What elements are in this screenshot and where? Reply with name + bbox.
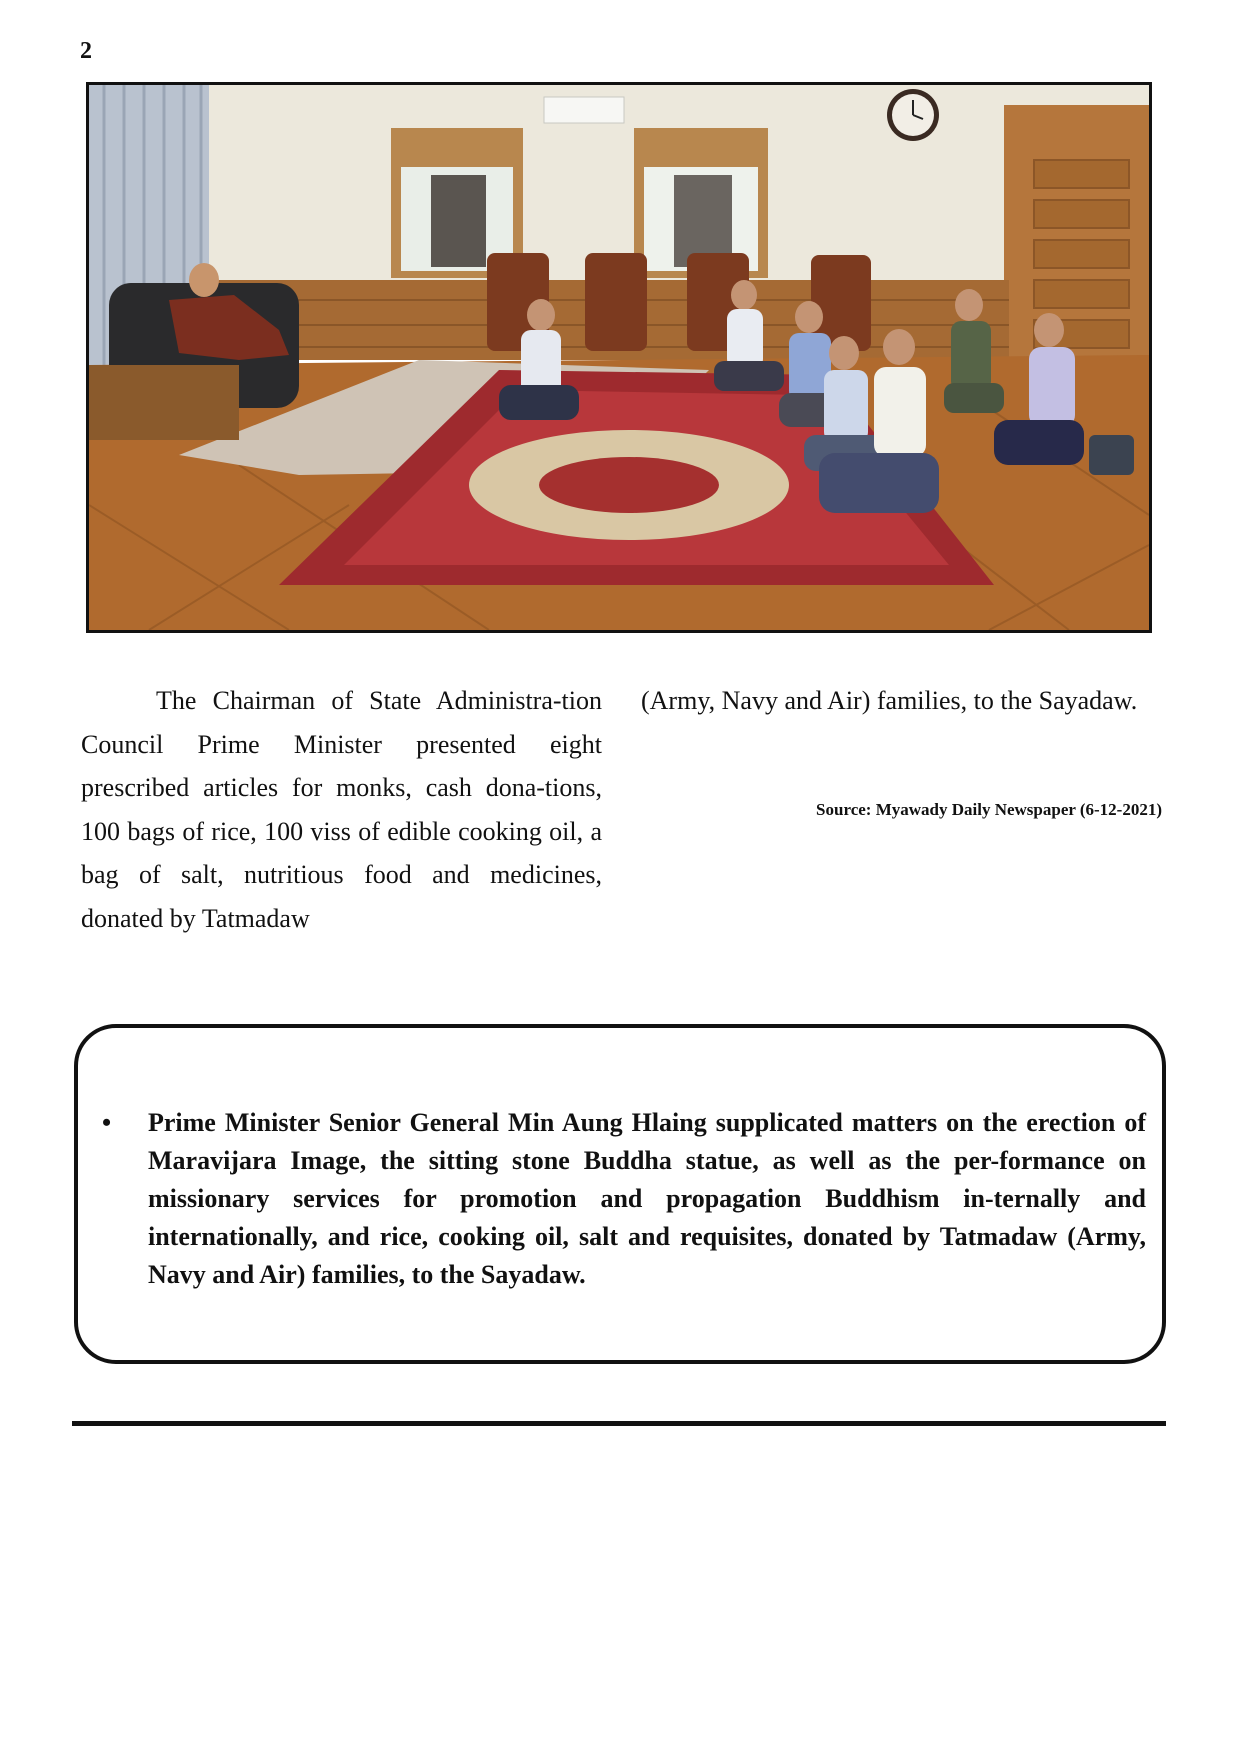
- bullet-icon: •: [102, 1108, 112, 1137]
- source-citation: Source: Myawady Daily Newspaper (6-12-2021): [816, 800, 1162, 819]
- article-left-column: [81, 679, 602, 940]
- ceremony-photo: [86, 82, 1152, 633]
- highlight-text: Prime Minister Senior General Min Aung Hlaing supplicated matters on the erection of Maravijara Image, the sitting stone Buddha statue, as well as the per-formance on missionary services for promotion and propagation Buddhism in-ternally and internationally, and rice, cooking oil, salt and requisites, donated by Tatmadaw (Army, Navy and Air) families, to the Sayadaw.: [148, 1108, 1146, 1289]
- highlight-item: [96, 1104, 1146, 1294]
- section-divider: [72, 1421, 1166, 1426]
- ceremony-photo-illustration: [89, 85, 1149, 630]
- page-number: 2: [80, 38, 92, 64]
- article-paragraph: The Chairman of State Administra-tion Council Prime Minister presented eight prescribed articles for monks, cash dona-tions, 100 bags of rice, 100 viss of edible cooking oil, a bag of salt, nutritious food and medicines, donated by Tatmadaw: [81, 686, 602, 933]
- article-paragraph-continued: (Army, Navy and Air) families, to the Sayadaw.: [641, 686, 1138, 715]
- article-right-column: [641, 679, 1162, 723]
- highlight-box: [74, 1024, 1166, 1364]
- highlight-list: [96, 1104, 1146, 1294]
